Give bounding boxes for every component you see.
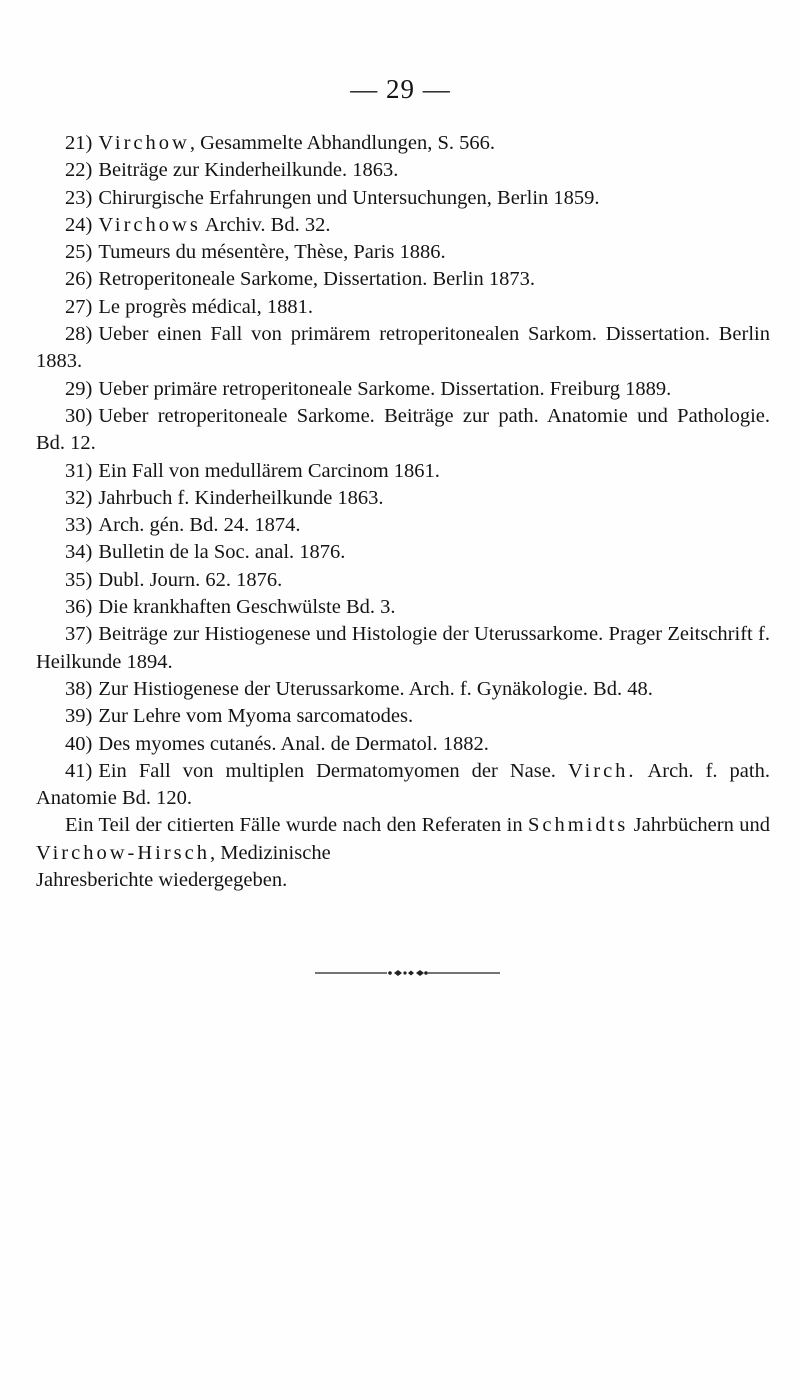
reference-entry: 38) Zur Histiogenese der Uterussarkome. Arch. f. Gynäkologie. Bd. 48. [65,677,653,700]
ornamental-divider [315,967,500,979]
reference-entry: 29) Ueber primäre retroperitoneale Sarkome. Dissertation. Freiburg 1889. [65,377,672,400]
reference-entry: 21) Virchow, Gesammelte Abhandlungen, S. 566. [65,132,496,154]
reference-entry: 41) Ein Fall von multiplen Dermatomyomen der Nase. Virch. Arch. f. path. Anatomie Bd. 120. [36,759,770,810]
reference-entry: 40) Des myomes cutanés. Anal. de Dermatol. 1882. [65,732,489,755]
reference-list [36,130,770,894]
page-number: — 29 — [350,74,451,104]
reference-entry: 25) Tumeurs du mésentère, Thèse, Paris 1886. [65,241,446,264]
reference-entry: 24) Virchows Archiv. Bd. 32. [65,213,331,236]
reference-entry: 33) Arch. gén. Bd. 24. 1874. [65,514,301,537]
author-name: Virchows [98,213,201,236]
author-name: Virchow-Hirsch [36,841,210,864]
reference-entry: 39) Zur Lehre vom Myoma sarcomatodes. [65,705,414,728]
divider-ornament-icon [315,967,500,979]
reference-entry: 34) Bulletin de la Soc. anal. 1876. [65,541,346,564]
reference-entry: 23) Chirurgische Erfahrungen und Untersuchungen, Berlin 1859. [65,186,600,209]
closing-paragraph: Ein Teil der citierten Fälle wurde nach den Referaten in Schmidts Jahrbüchern und Virchow-Hirsch, Medizinische Jahresberichte wiedergegeben. [36,814,770,892]
reference-entry: 26) Retroperitoneale Sarkome, Dissertation. Berlin 1873. [65,268,535,291]
reference-entry: 31) Ein Fall von medullärem Carcinom 1861. [65,459,440,482]
author-name: Virch. [567,759,637,782]
reference-entry: 35) Dubl. Journ. 62. 1876. [65,568,283,591]
reference-entry: 27) Le progrès médical, 1881. [65,295,313,318]
reference-entry: 30) Ueber retroperitoneale Sarkome. Beiträge zur path. Anatomie und Pathologie. Bd. 12. [36,404,770,455]
reference-entry: 36) Die krankhaften Geschwülste Bd. 3. [65,596,396,619]
reference-entry: 22) Beiträge zur Kinderheilkunde. 1863. [65,159,399,182]
author-name: Schmidts [527,814,629,837]
reference-entry: 37) Beiträge zur Histiogenese und Histologie der Uterussarkome. Prager Zeitschrift f. Heilkunde 1894. [36,623,770,673]
author-name: Virchow [98,132,190,154]
reference-entry: 28) Ueber einen Fall von primärem retroperitonealen Sarkom. Dissertation. Berlin 1883. [36,323,770,373]
reference-entry: 32) Jahrbuch f. Kinderheilkunde 1863. [65,486,384,509]
